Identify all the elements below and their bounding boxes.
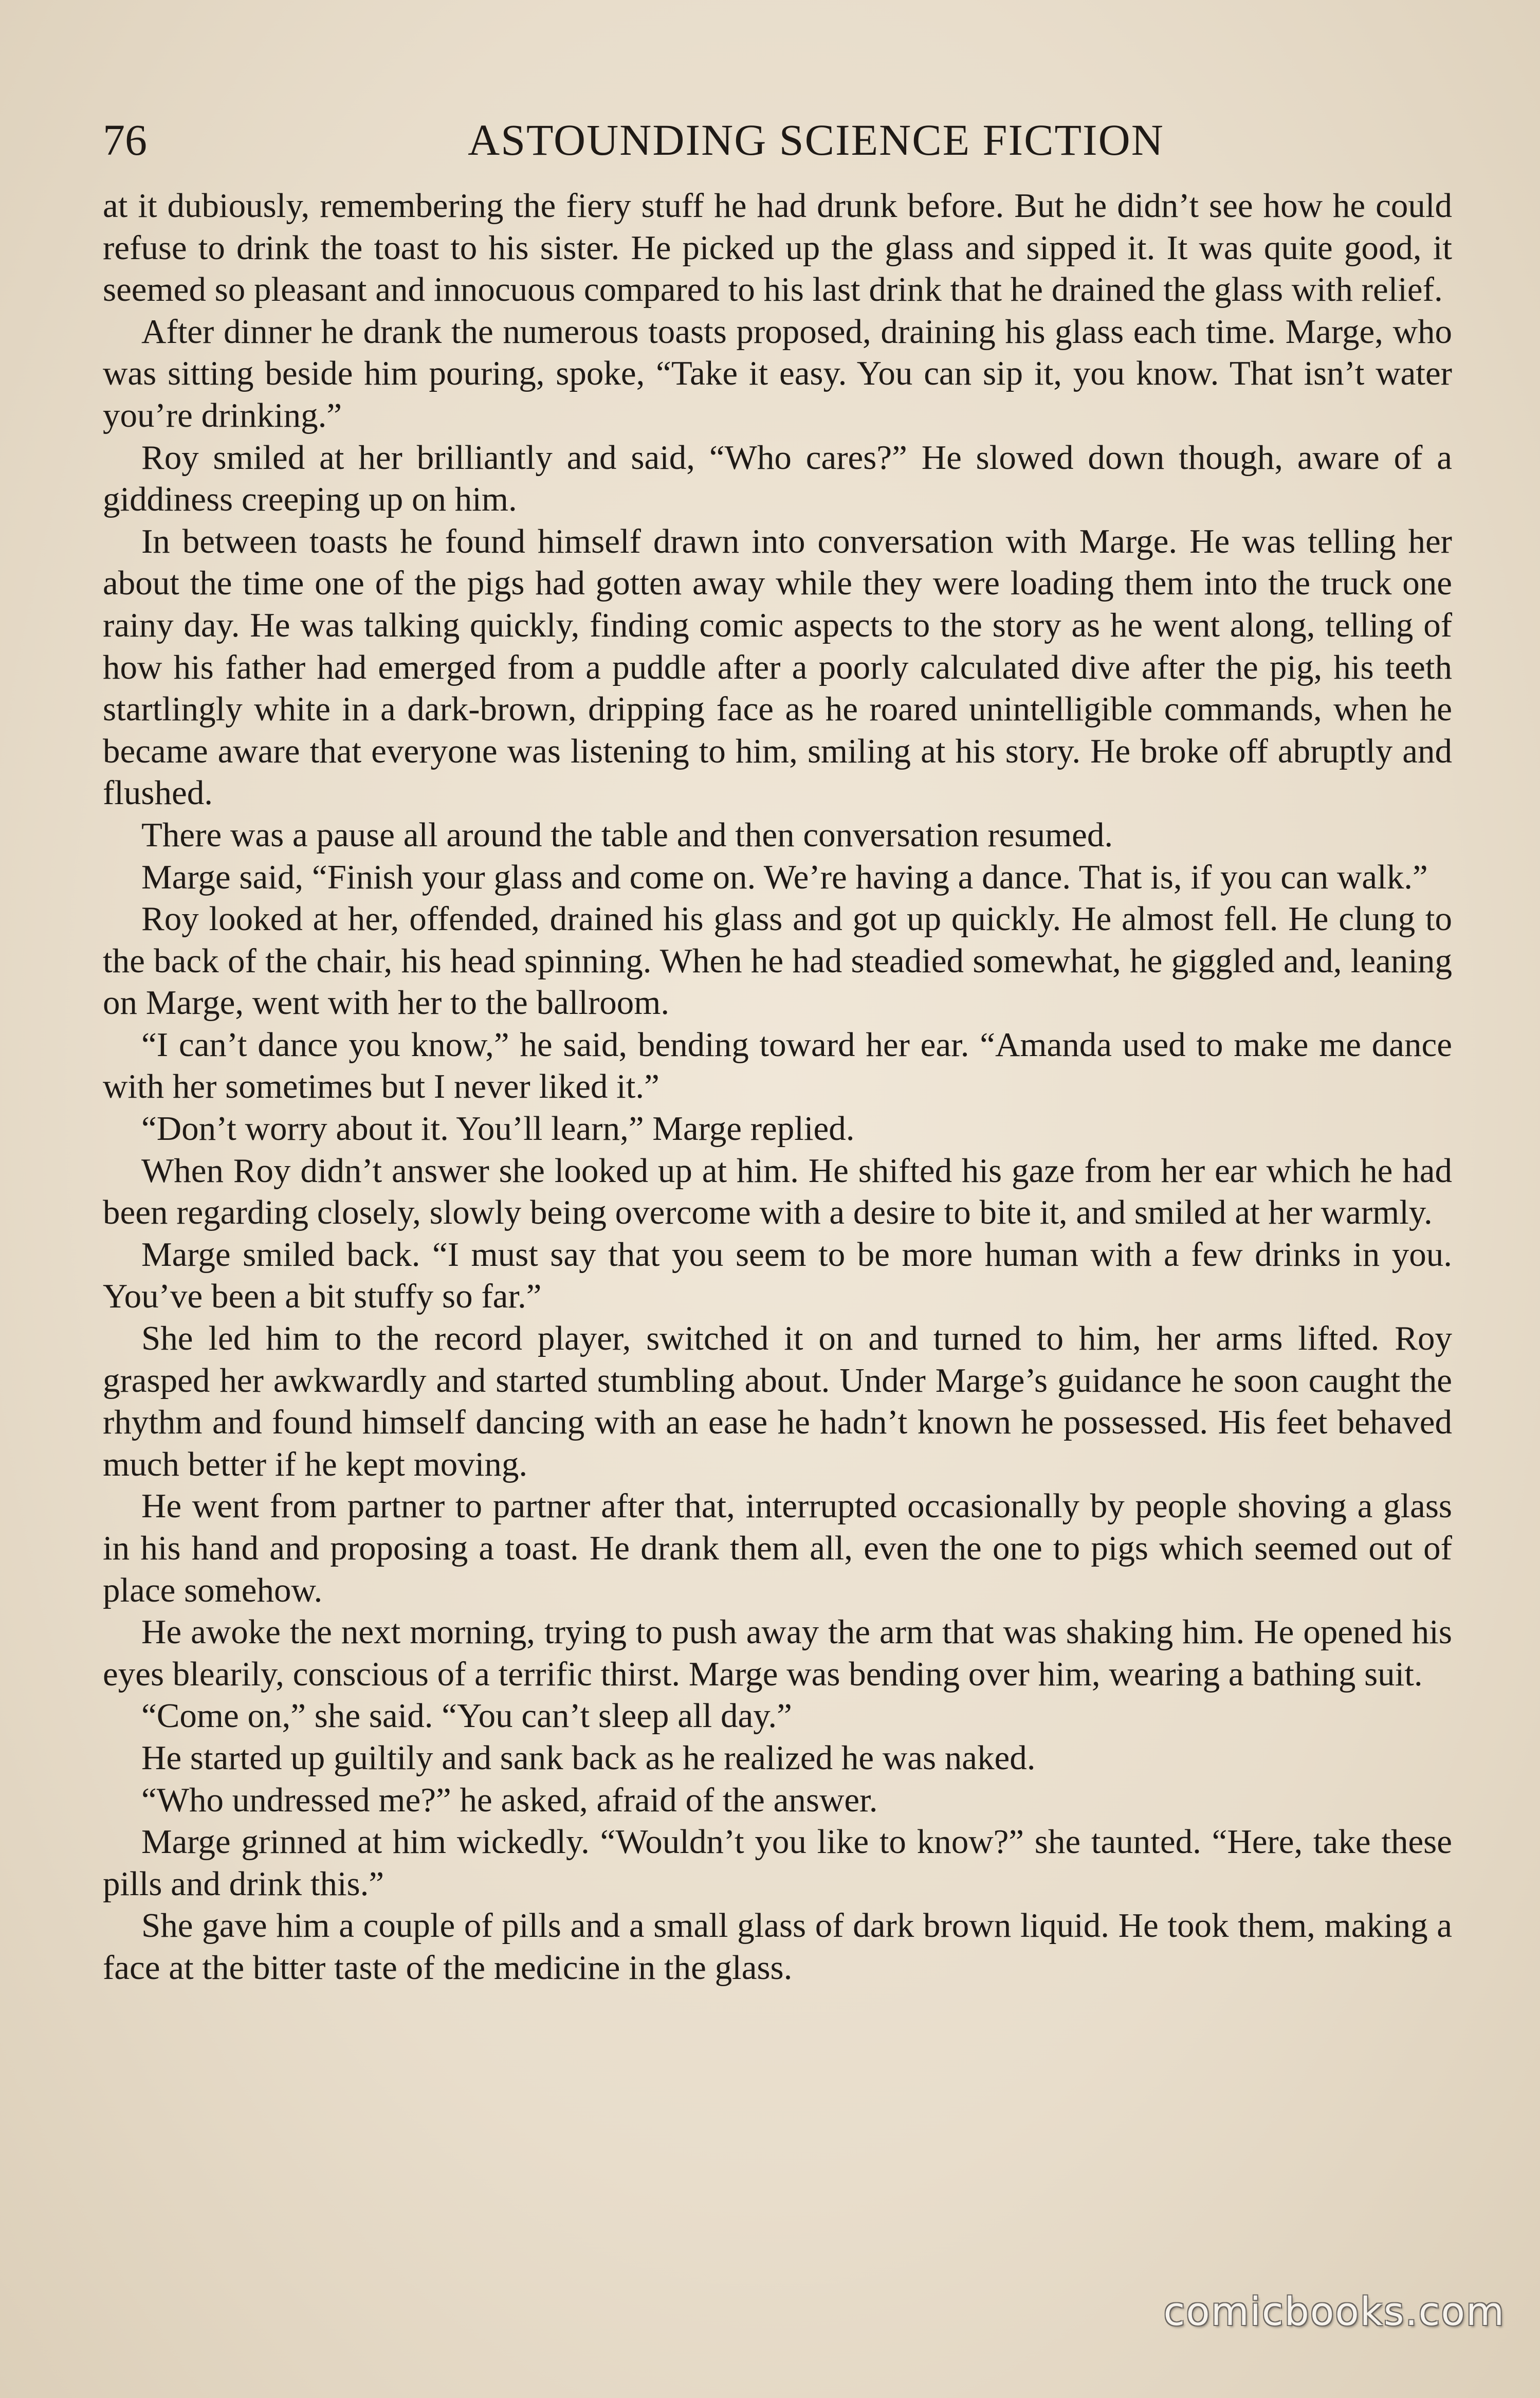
paragraph: at it dubiously, remembering the fiery stuff he had drunk before. But he didn’t see how he could refuse to drink the toast to his sister. He picked up the glass and sipped it. It was quite good, it seemed so pleasant and innocuous compared to his last drink that he drained the glass with relief. [103, 187, 1452, 309]
paragraph: He started up guiltily and sank back as he realized he was naked. [141, 1738, 1036, 1777]
paragraph: He awoke the next morning, trying to push away the arm that was shaking him. He opened his eyes blearily, conscious of a terrific thirst. Marge was bending over him, wearing a bathing suit. [103, 1613, 1452, 1693]
paragraph: There was a pause all around the table and then conversation resumed. [141, 815, 1113, 854]
paragraph: In between toasts he found himself drawn into conversation with Marge. He was telling her about the time one of the pigs had gotten away while they were loading them into the truck one rainy day. He was talking quickly, finding comic aspects to the story as he went along, telling of how his father had emerged from a puddle after a poorly calculated dive after the pig, his teeth startlingly white in a dark-brown, dripping face as he roared unintelligible commands, when he became aware that everyone was listening to him, smiling at his story. He broke off abruptly and flushed. [103, 522, 1452, 812]
watermark-logo: comicbooks.com [1163, 2288, 1505, 2334]
paragraph: Marge grinned at him wickedly. “Wouldn’t you like to know?” she taunted. “Here, take these pills and drink this.” [103, 1823, 1452, 1903]
paragraph: She led him to the record player, switched it on and turned to him, her arms lifted. Roy grasped her awkwardly and started stumbling about. Under Marge’s guidance he soon caught the rhythm and found himself dancing with an ease he hadn’t known he possessed. His feet behaved much better if he kept moving. [103, 1319, 1452, 1483]
paragraph: Roy smiled at her brilliantly and said, “Who cares?” He slowed down though, aware of a giddiness creeping up on him. [103, 438, 1452, 519]
running-title: ASTOUNDING SCIENCE FICTION [468, 115, 1164, 165]
paragraph: “Don’t worry about it. You’ll learn,” Marge replied. [141, 1110, 855, 1148]
paragraph: Roy looked at her, offended, drained his glass and got up quickly. He almost fell. He clung to the back of the chair, his head spinning. When he had steadied somewhat, he giggled and, leaning on Marge, went with her to the ballroom. [103, 900, 1452, 1022]
paragraph: “I can’t dance you know,” he said, bending toward her ear. “Amanda used to make me dance with her sometimes but I never liked it.” [103, 1025, 1452, 1106]
paragraph: “Who undressed me?” he asked, afraid of the answer. [141, 1781, 878, 1819]
paragraph: “Come on,” she said. “You can’t sleep all day.” [141, 1697, 792, 1735]
paragraph: Marge smiled back. “I must say that you seem to be more human with a few drinks in you. You’ve been a bit stuffy so far.” [103, 1235, 1452, 1316]
page-header [103, 114, 1452, 171]
paragraph: After dinner he drank the numerous toasts proposed, draining his glass each time. Marge, who was sitting beside him pouring, spoke, “Take it easy. You can sip it, you know. That isn’t water you’re drinking.” [103, 312, 1452, 434]
paragraph: He went from partner to partner after that, interrupted occasionally by people shoving a glass in his hand and proposing a toast. He drank them all, even the one to pigs which seemed out of place somehow. [103, 1487, 1452, 1609]
page-number: 76 [103, 115, 147, 165]
paragraph: She gave him a couple of pills and a small glass of dark brown liquid. He took them, making a face at the bitter taste of the medicine in the glass. [103, 1906, 1452, 1987]
paragraph: When Roy didn’t answer she looked up at him. He shifted his gaze from her ear which he had been regarding closely, slowly being overcome with a desire to bite it, and smiled at her warmly. [103, 1151, 1452, 1232]
story-text [103, 185, 1452, 1989]
paragraph: Marge said, “Finish your glass and come on. We’re having a dance. That is, if you can walk.” [141, 858, 1428, 896]
